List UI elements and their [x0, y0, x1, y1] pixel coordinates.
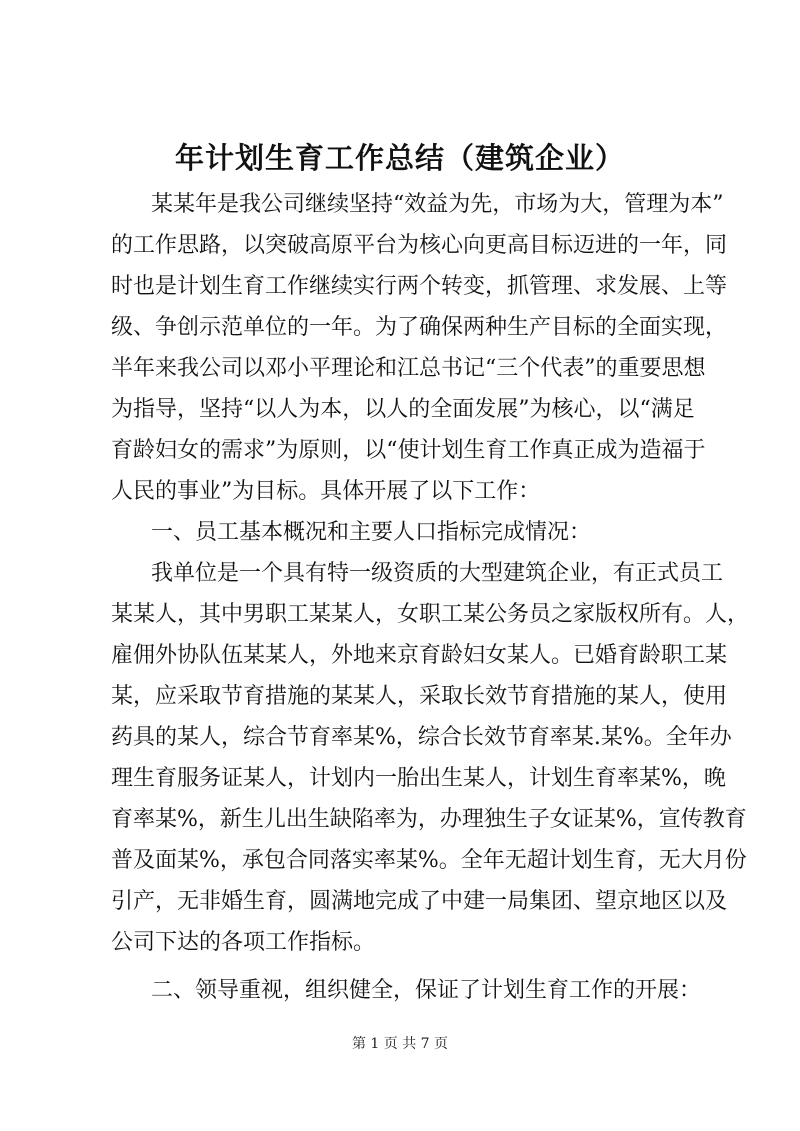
paragraph-line: 理生育服务证某人，计划内一胎出生某人，计划生育率某%，晚 [111, 766, 726, 791]
paragraph-line: 某某年是我公司继续坚持“效益为先，市场为大，管理为本” [151, 192, 724, 217]
paragraph-line: 引产，无非婚生育，圆满地完成了中建一局集团、望京地区以及 [111, 889, 728, 914]
paragraph-line: 雇佣外协队伍某某人，外地来京育龄妇女某人。已婚育龄职工某 [111, 643, 728, 668]
document-title: 年计划生育工作总结（建筑企业） [174, 141, 625, 175]
paragraph-line: 为指导，坚持“以人为本，以人的全面发展”为核心，以“满足 [111, 397, 695, 422]
paragraph-line: 普及面某%，承包合同落实率某%。全年无超计划生育，无大月份 [111, 848, 747, 873]
paragraph-line: 时也是计划生育工作继续实行两个转变，抓管理、求发展、上等 [111, 274, 728, 299]
paragraph-line: 药具的某人，综合节育率某%，综合长效节育率某.某%。全年办 [111, 725, 732, 750]
paragraph-line: 我单位是一个具有特一级资质的大型建筑企业，有正式员工 [151, 561, 724, 586]
paragraph-line: 半年来我公司以邓小平理论和江总书记“三个代表”的重要思想 [111, 356, 706, 381]
paragraph-line: 人民的事业”为目标。具体开展了以下工作： [111, 479, 541, 504]
paragraph-line: 育率某%，新生儿出生缺陷率为，办理独生子女证某%，宣传教育 [111, 807, 747, 832]
paragraph-line: 育龄妇女的需求”为原则，以“使计划生育工作真正成为造福于 [111, 438, 706, 463]
page-number: 第 1 页 共 7 页 [351, 1036, 449, 1052]
section-heading: 二、领导重视，组织健全，保证了计划生育工作的开展： [151, 978, 702, 1003]
paragraph-line: 某某人，其中男职工某某人，女职工某公务员之家版权所有。人， [111, 602, 750, 627]
paragraph-line: 的工作思路，以突破高原平台为核心向更高目标迈进的一年，同 [111, 233, 728, 258]
paragraph-line: 公司下达的各项工作指标。 [111, 930, 376, 955]
paragraph-line: 级、争创示范单位的一年。为了确保两种生产目标的全面实现， [111, 315, 728, 340]
section-heading: 一、员工基本概况和主要人口指标完成情况： [151, 520, 592, 545]
document-body [111, 184, 750, 1011]
paragraph-line: 某，应采取节育措施的某某人，采取长效节育措施的某人，使用 [111, 684, 728, 709]
